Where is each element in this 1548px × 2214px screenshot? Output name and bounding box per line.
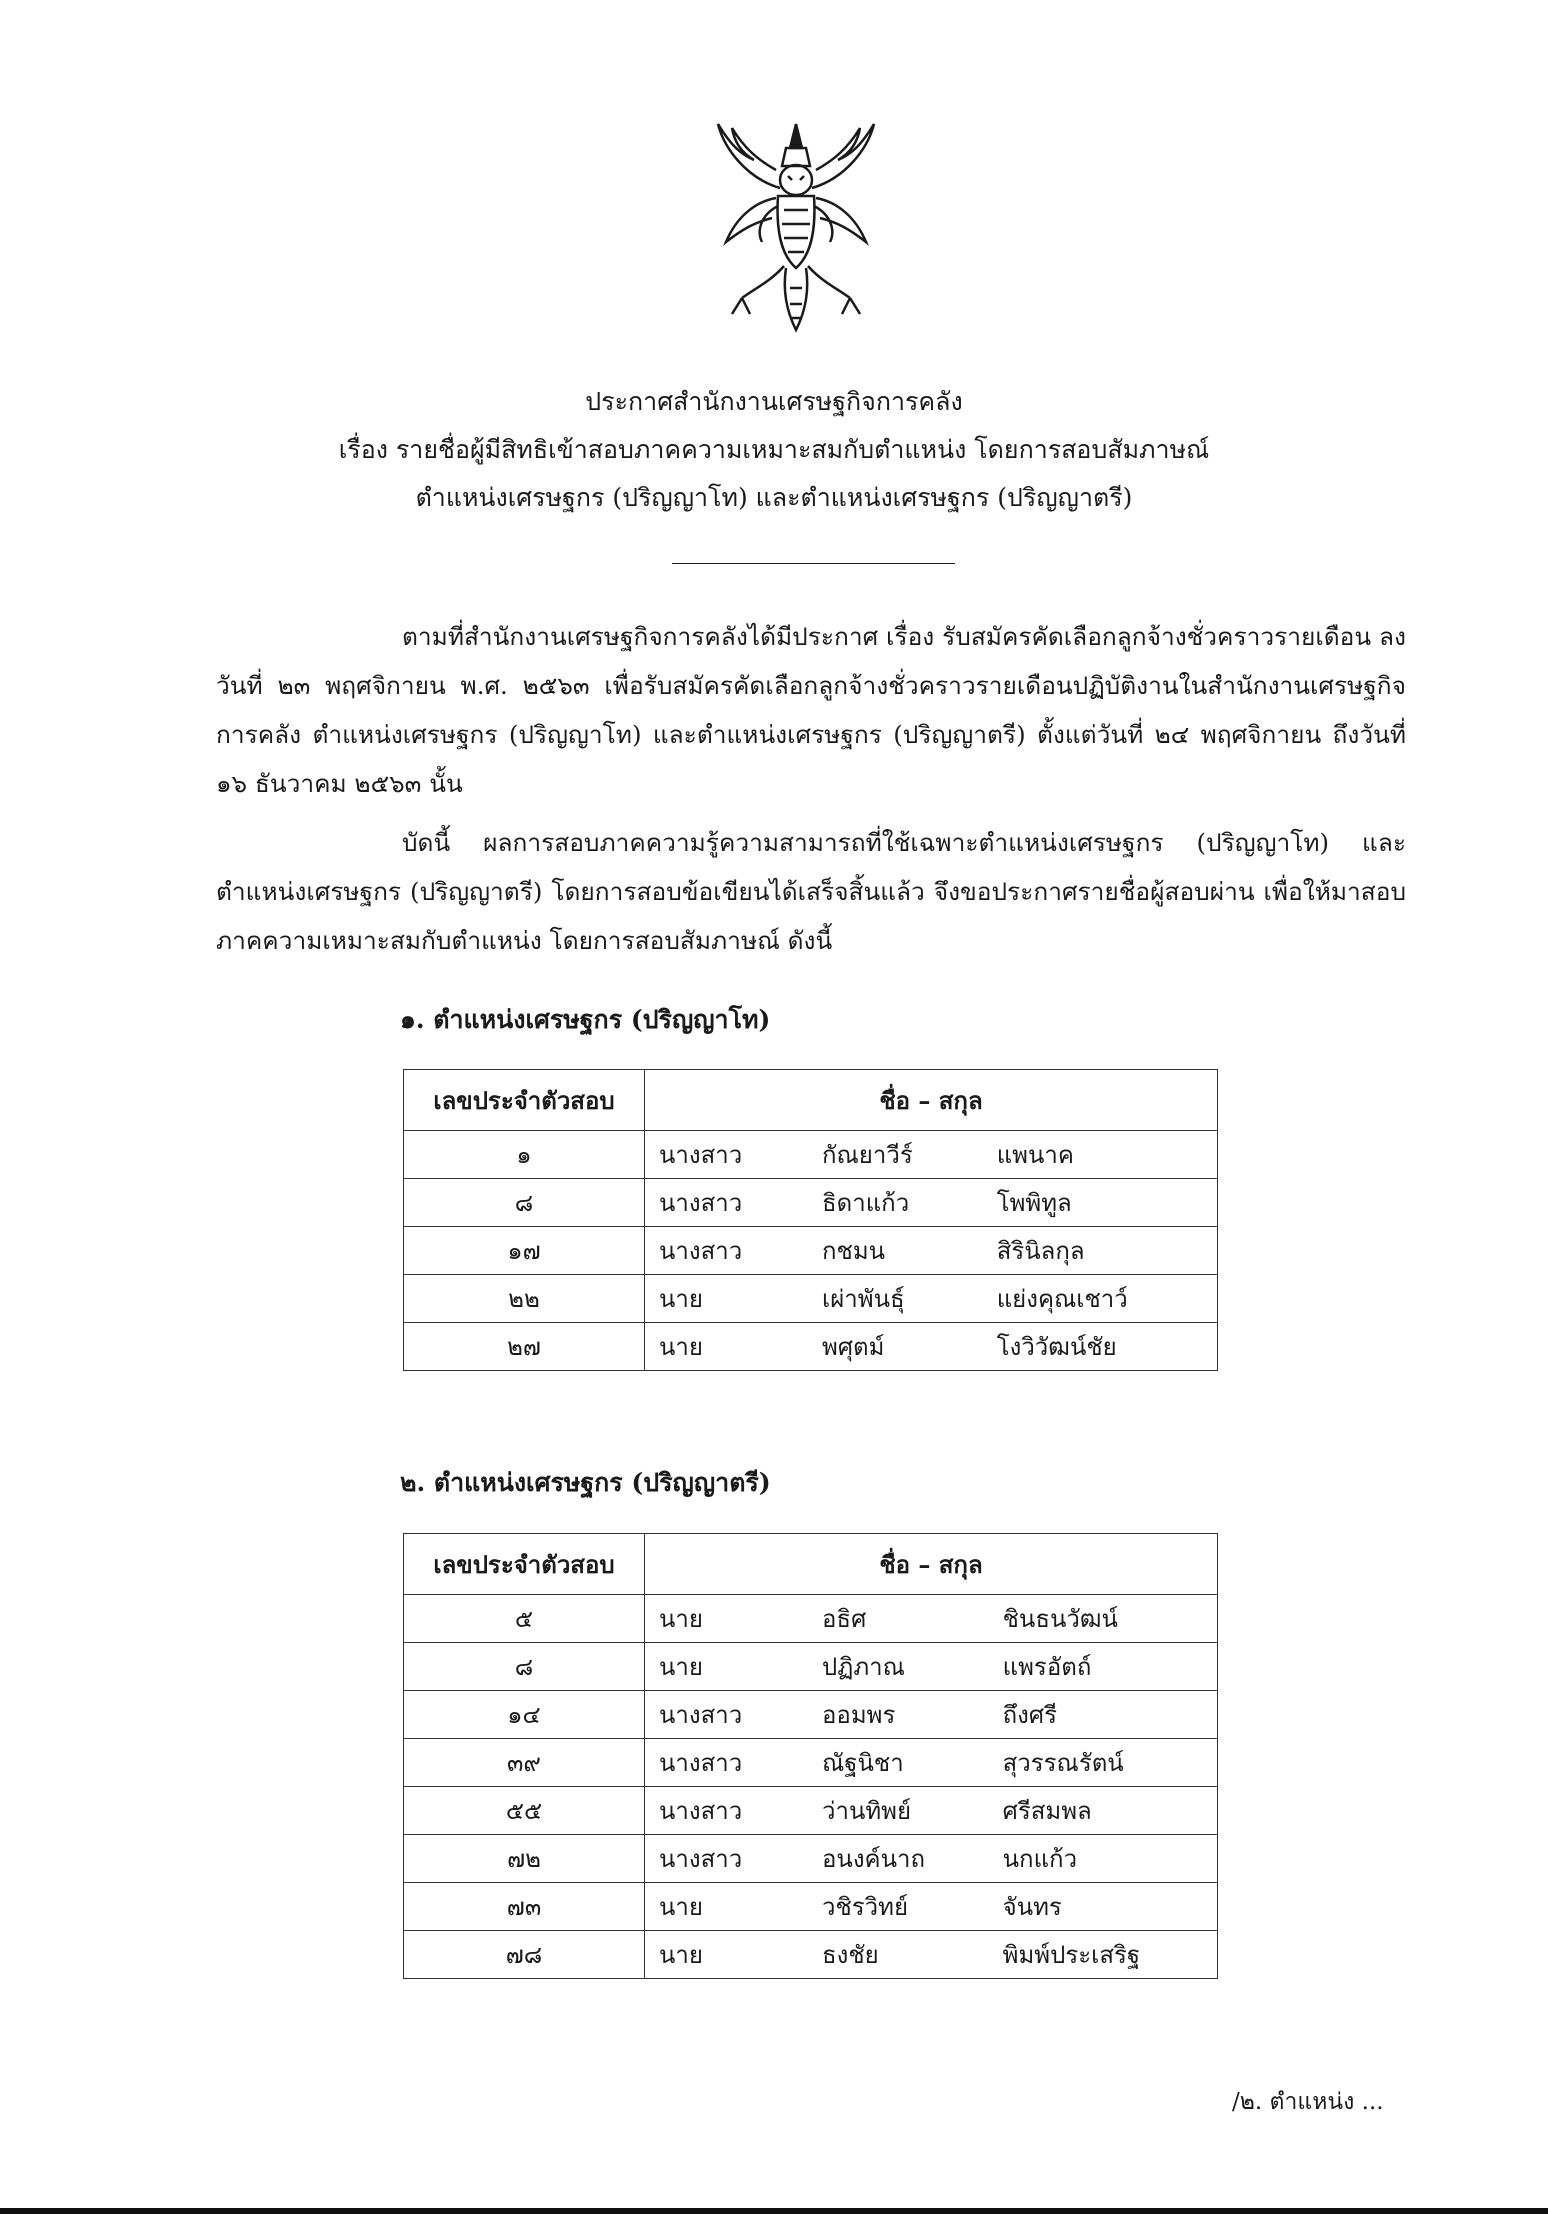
col-full-name-header: ชื่อ – สกุล bbox=[645, 1070, 1218, 1131]
col-exam-id-header: เลขประจำตัวสอบ bbox=[404, 1534, 645, 1595]
table-row bbox=[404, 1179, 1218, 1227]
section-2-heading: ๒. ตำแหน่งเศรษฐกร (ปริญญาตรี) bbox=[400, 1468, 771, 1497]
first-name: อนงค์นาถ bbox=[808, 1835, 989, 1883]
name-title: นาย bbox=[645, 1883, 809, 1931]
exam-id: ๗๓ bbox=[404, 1883, 645, 1931]
last-name: โงวิวัฒน์ชัย bbox=[983, 1323, 1218, 1371]
first-name: ออมพร bbox=[808, 1691, 989, 1739]
paragraph-background bbox=[216, 612, 1406, 808]
exam-id: ๗๘ bbox=[404, 1931, 645, 1979]
last-name: แพรอัตถ์ bbox=[989, 1643, 1218, 1691]
first-name: วชิรวิทย์ bbox=[808, 1883, 989, 1931]
name-title: นาย bbox=[645, 1323, 809, 1371]
exam-id: ๒๗ bbox=[404, 1323, 645, 1371]
table-row bbox=[404, 1643, 1218, 1691]
exam-id: ๕ bbox=[404, 1595, 645, 1643]
col-full-name-header: ชื่อ – สกุล bbox=[645, 1534, 1218, 1595]
name-title: นางสาว bbox=[645, 1131, 809, 1179]
last-name: ศรีสมพล bbox=[989, 1787, 1218, 1835]
name-title: นางสาว bbox=[645, 1179, 809, 1227]
table-row bbox=[404, 1691, 1218, 1739]
table-row bbox=[404, 1931, 1218, 1979]
col-exam-id-header: เลขประจำตัวสอบ bbox=[404, 1070, 645, 1131]
name-title: นาย bbox=[645, 1643, 809, 1691]
last-name: ถึงศรี bbox=[989, 1691, 1218, 1739]
exam-id: ๑ bbox=[404, 1131, 645, 1179]
exam-id: ๓๙ bbox=[404, 1739, 645, 1787]
exam-id: ๗๒ bbox=[404, 1835, 645, 1883]
exam-id: ๑๔ bbox=[404, 1691, 645, 1739]
table-row bbox=[404, 1227, 1218, 1275]
first-name: อธิศ bbox=[808, 1595, 989, 1643]
table-row bbox=[404, 1131, 1218, 1179]
name-title: นางสาว bbox=[645, 1787, 809, 1835]
first-name: ธิดาแก้ว bbox=[808, 1179, 983, 1227]
page-continuation-note: /๒. ตำแหน่ง ... bbox=[1232, 2089, 1384, 2115]
exam-id: ๘ bbox=[404, 1179, 645, 1227]
paragraph-announcement bbox=[216, 818, 1406, 965]
announcement-title bbox=[0, 378, 1548, 522]
page-bottom-border bbox=[0, 2208, 1548, 2214]
exam-id: ๘ bbox=[404, 1643, 645, 1691]
first-name: เผ่าพันธุ์ bbox=[808, 1275, 983, 1323]
last-name: แพนาค bbox=[983, 1131, 1218, 1179]
last-name: พิมพ์ประเสริฐ bbox=[989, 1931, 1218, 1979]
section-2-table bbox=[403, 1533, 1218, 1979]
last-name: จันทร bbox=[989, 1883, 1218, 1931]
section-1-table bbox=[403, 1069, 1218, 1371]
table-row bbox=[404, 1275, 1218, 1323]
garuda-emblem-icon bbox=[706, 118, 886, 340]
first-name: ว่านทิพย์ bbox=[808, 1787, 989, 1835]
name-title: นางสาว bbox=[645, 1739, 809, 1787]
last-name: นกแก้ว bbox=[989, 1835, 1218, 1883]
first-name: กัณยาวีร์ bbox=[808, 1131, 983, 1179]
table-row bbox=[404, 1739, 1218, 1787]
name-title: นางสาว bbox=[645, 1691, 809, 1739]
first-name: ธงชัย bbox=[808, 1931, 989, 1979]
first-name: พศุตม์ bbox=[808, 1323, 983, 1371]
last-name: สิรินิลกุล bbox=[983, 1227, 1218, 1275]
exam-id: ๑๗ bbox=[404, 1227, 645, 1275]
paragraph-1-text: ตามที่สำนักงานเศรษฐกิจการคลังได้มีประกาศ เรื่อง รับสมัครคัดเลือกลูกจ้างชั่วคราวรายเดือน ลงวันที่ ๒๓ พฤศจิกายน พ.ศ. ๒๕๖๓ เพื่อรับสมัครคัดเลือกลูกจ้างชั่วคราวรายเดือนปฏิบัติงานในสำนักงานเศรษฐกิจการคลัง ตำแหน่งเศรษฐกร (ปริญญาโท) และตำแหน่งเศรษฐกร (ปริญญาตรี) ตั้งแต่วันที่ ๒๔ พฤศจิกายน ถึงวันที่ ๑๖ ธันวาคม ๒๕๖๓ นั้น bbox=[216, 622, 1406, 798]
last-name: สุวรรณรัตน์ bbox=[989, 1739, 1218, 1787]
title-divider bbox=[672, 563, 955, 564]
title-line-2: เรื่อง รายชื่อผู้มีสิทธิเข้าสอบภาคความเหมาะสมกับตำแหน่ง โดยการสอบสัมภาษณ์ bbox=[338, 435, 1210, 464]
name-title: นางสาว bbox=[645, 1227, 809, 1275]
exam-id: ๒๒ bbox=[404, 1275, 645, 1323]
title-line-1: ประกาศสำนักงานเศรษฐกิจการคลัง bbox=[585, 387, 963, 416]
first-name: ปฏิภาณ bbox=[808, 1643, 989, 1691]
table-row bbox=[404, 1323, 1218, 1371]
paragraph-2-text: บัดนี้ ผลการสอบภาคความรู้ความสามารถที่ใช้เฉพาะตำแหน่งเศรษฐกร (ปริญญาโท) และตำแหน่งเศรษฐกร (ปริญญาตรี) โดยการสอบข้อเขียนได้เสร็จสิ้นแล้ว จึงขอประกาศรายชื่อผู้สอบผ่าน เพื่อให้มาสอบภาคความเหมาะสมกับตำแหน่ง โดยการสอบสัมภาษณ์ ดังนี้ bbox=[216, 828, 1406, 955]
section-1-heading: ๑. ตำแหน่งเศรษฐกร (ปริญญาโท) bbox=[400, 1005, 771, 1034]
table-row bbox=[404, 1595, 1218, 1643]
exam-id: ๕๕ bbox=[404, 1787, 645, 1835]
last-name: แย่งคุณเชาว์ bbox=[983, 1275, 1218, 1323]
name-title: นาย bbox=[645, 1275, 809, 1323]
name-title: นาย bbox=[645, 1595, 809, 1643]
first-name: กชมน bbox=[808, 1227, 983, 1275]
first-name: ณัฐนิชา bbox=[808, 1739, 989, 1787]
last-name: โพพิทูล bbox=[983, 1179, 1218, 1227]
last-name: ชินธนวัฒน์ bbox=[989, 1595, 1218, 1643]
table-row bbox=[404, 1883, 1218, 1931]
name-title: นาย bbox=[645, 1931, 809, 1979]
name-title: นางสาว bbox=[645, 1835, 809, 1883]
table-row bbox=[404, 1835, 1218, 1883]
title-line-3: ตำแหน่งเศรษฐกร (ปริญญาโท) และตำแหน่งเศรษฐกร (ปริญญาตรี) bbox=[415, 483, 1133, 512]
table-row bbox=[404, 1787, 1218, 1835]
